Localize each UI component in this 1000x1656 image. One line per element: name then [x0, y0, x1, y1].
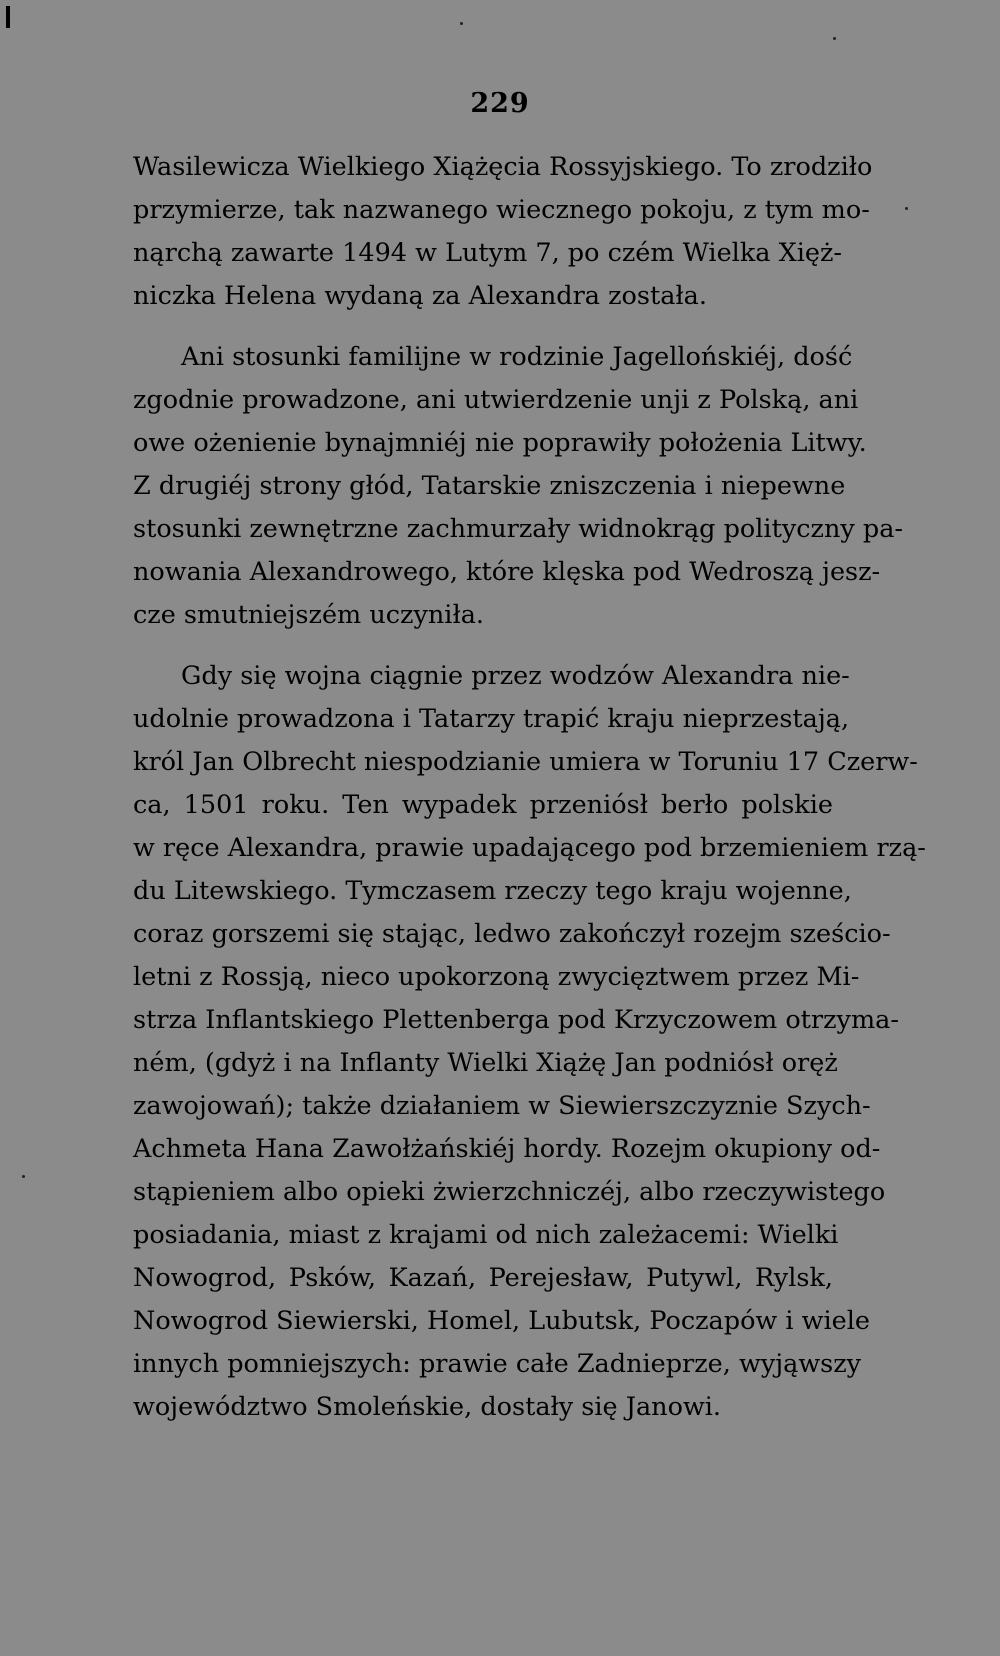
text-line: zawojowań); także działaniem w Siewierszczyznie Szych-	[133, 1091, 871, 1121]
scan-speck	[833, 37, 836, 40]
scan-edge-mark	[6, 6, 10, 28]
text-line: niczka Helena wydaną za Alexandra została.	[133, 281, 707, 311]
text-line: Wasilewicza Wielkiego Xiążęcia Rossyjskiego. To zrodziło	[133, 152, 873, 182]
text-line: województwo Smoleńskie, dostały się Janowi.	[133, 1392, 722, 1422]
text-line: w ręce Alexandra, prawie upadającego pod brzemieniem rzą-	[133, 833, 926, 863]
text-line: ném, (gdyż i na Inflanty Wielki Xiążę Jan podniósł oręż	[133, 1048, 838, 1078]
text-line: strza Inflantskiego Plettenberga pod Krzyczowem otrzyma-	[133, 1005, 899, 1035]
text-line: Ani stosunki familijne w rodzinie Jagellońskiéj, dość	[181, 342, 853, 372]
text-line: Nowogrod, Psków, Kazań, Perejesław, Putywl, Rylsk,	[133, 1263, 833, 1293]
text-line: Nowogrod Siewierski, Homel, Lubutsk, Poczapów i wiele	[133, 1306, 870, 1336]
text-line: posiadania, miast z krajami od nich zależacemi: Wielki	[133, 1220, 839, 1250]
text-line: udolnie prowadzona i Tatarzy trapić kraju nieprzestają,	[133, 704, 850, 734]
scan-speck	[460, 22, 463, 25]
text-line: stąpieniem albo opieki żwierzchniczéj, albo rzeczywistego	[133, 1177, 886, 1207]
text-line: król Jan Olbrecht niespodzianie umiera w Toruniu 17 Czerw-	[133, 747, 918, 777]
text-line: nowania Alexandrowego, które klęska pod Wedroszą jesz-	[133, 557, 881, 587]
text-line: du Litewskiego. Tymczasem rzeczy tego kraju wojenne,	[133, 876, 852, 906]
text-line: letni z Rossją, nieco upokorzoną zwycięztwem przez Mi-	[133, 962, 860, 992]
text-line: owe ożenienie bynajmniéj nie poprawiły położenia Litwy.	[133, 428, 867, 458]
text-line: przymierze, tak nazwanego wiecznego pokoju, z tym mo-	[133, 195, 870, 225]
text-line: Gdy się wojna ciągnie przez wodzów Alexandra nie-	[181, 661, 850, 691]
text-line: cze smutniejszém uczyniła.	[133, 600, 485, 630]
text-line: zgodnie prowadzone, ani utwierdzenie unji z Polską, ani	[133, 385, 859, 415]
text-line: ca, 1501 roku. Ten wypadek przeniósł berło polskie	[133, 790, 833, 820]
page-number: 229	[470, 88, 530, 119]
text-line: nąrchą zawarte 1494 w Lutym 7, po czém Wielka Xięż-	[133, 238, 843, 268]
text-line: coraz gorszemi się stając, ledwo zakończył rozejm sześcio-	[133, 919, 891, 949]
body-text	[133, 146, 926, 1429]
scan-speck	[905, 207, 908, 210]
text-line: Z drugiéj strony głód, Tatarskie zniszczenia i niepewne	[133, 471, 846, 501]
paragraph-1	[133, 146, 873, 318]
paragraph-3	[133, 655, 926, 1429]
text-line: stosunki zewnętrzne zachmurzały widnokrąg polityczny pa-	[133, 514, 904, 544]
scan-speck	[22, 1175, 25, 1178]
text-line: Achmeta Hana Zawołżańskiéj hordy. Rozejm okupiony od-	[133, 1134, 881, 1164]
text-line: innych pomniejszych: prawie całe Zadnieprze, wyjąwszy	[133, 1349, 862, 1379]
paragraph-2	[133, 336, 904, 637]
